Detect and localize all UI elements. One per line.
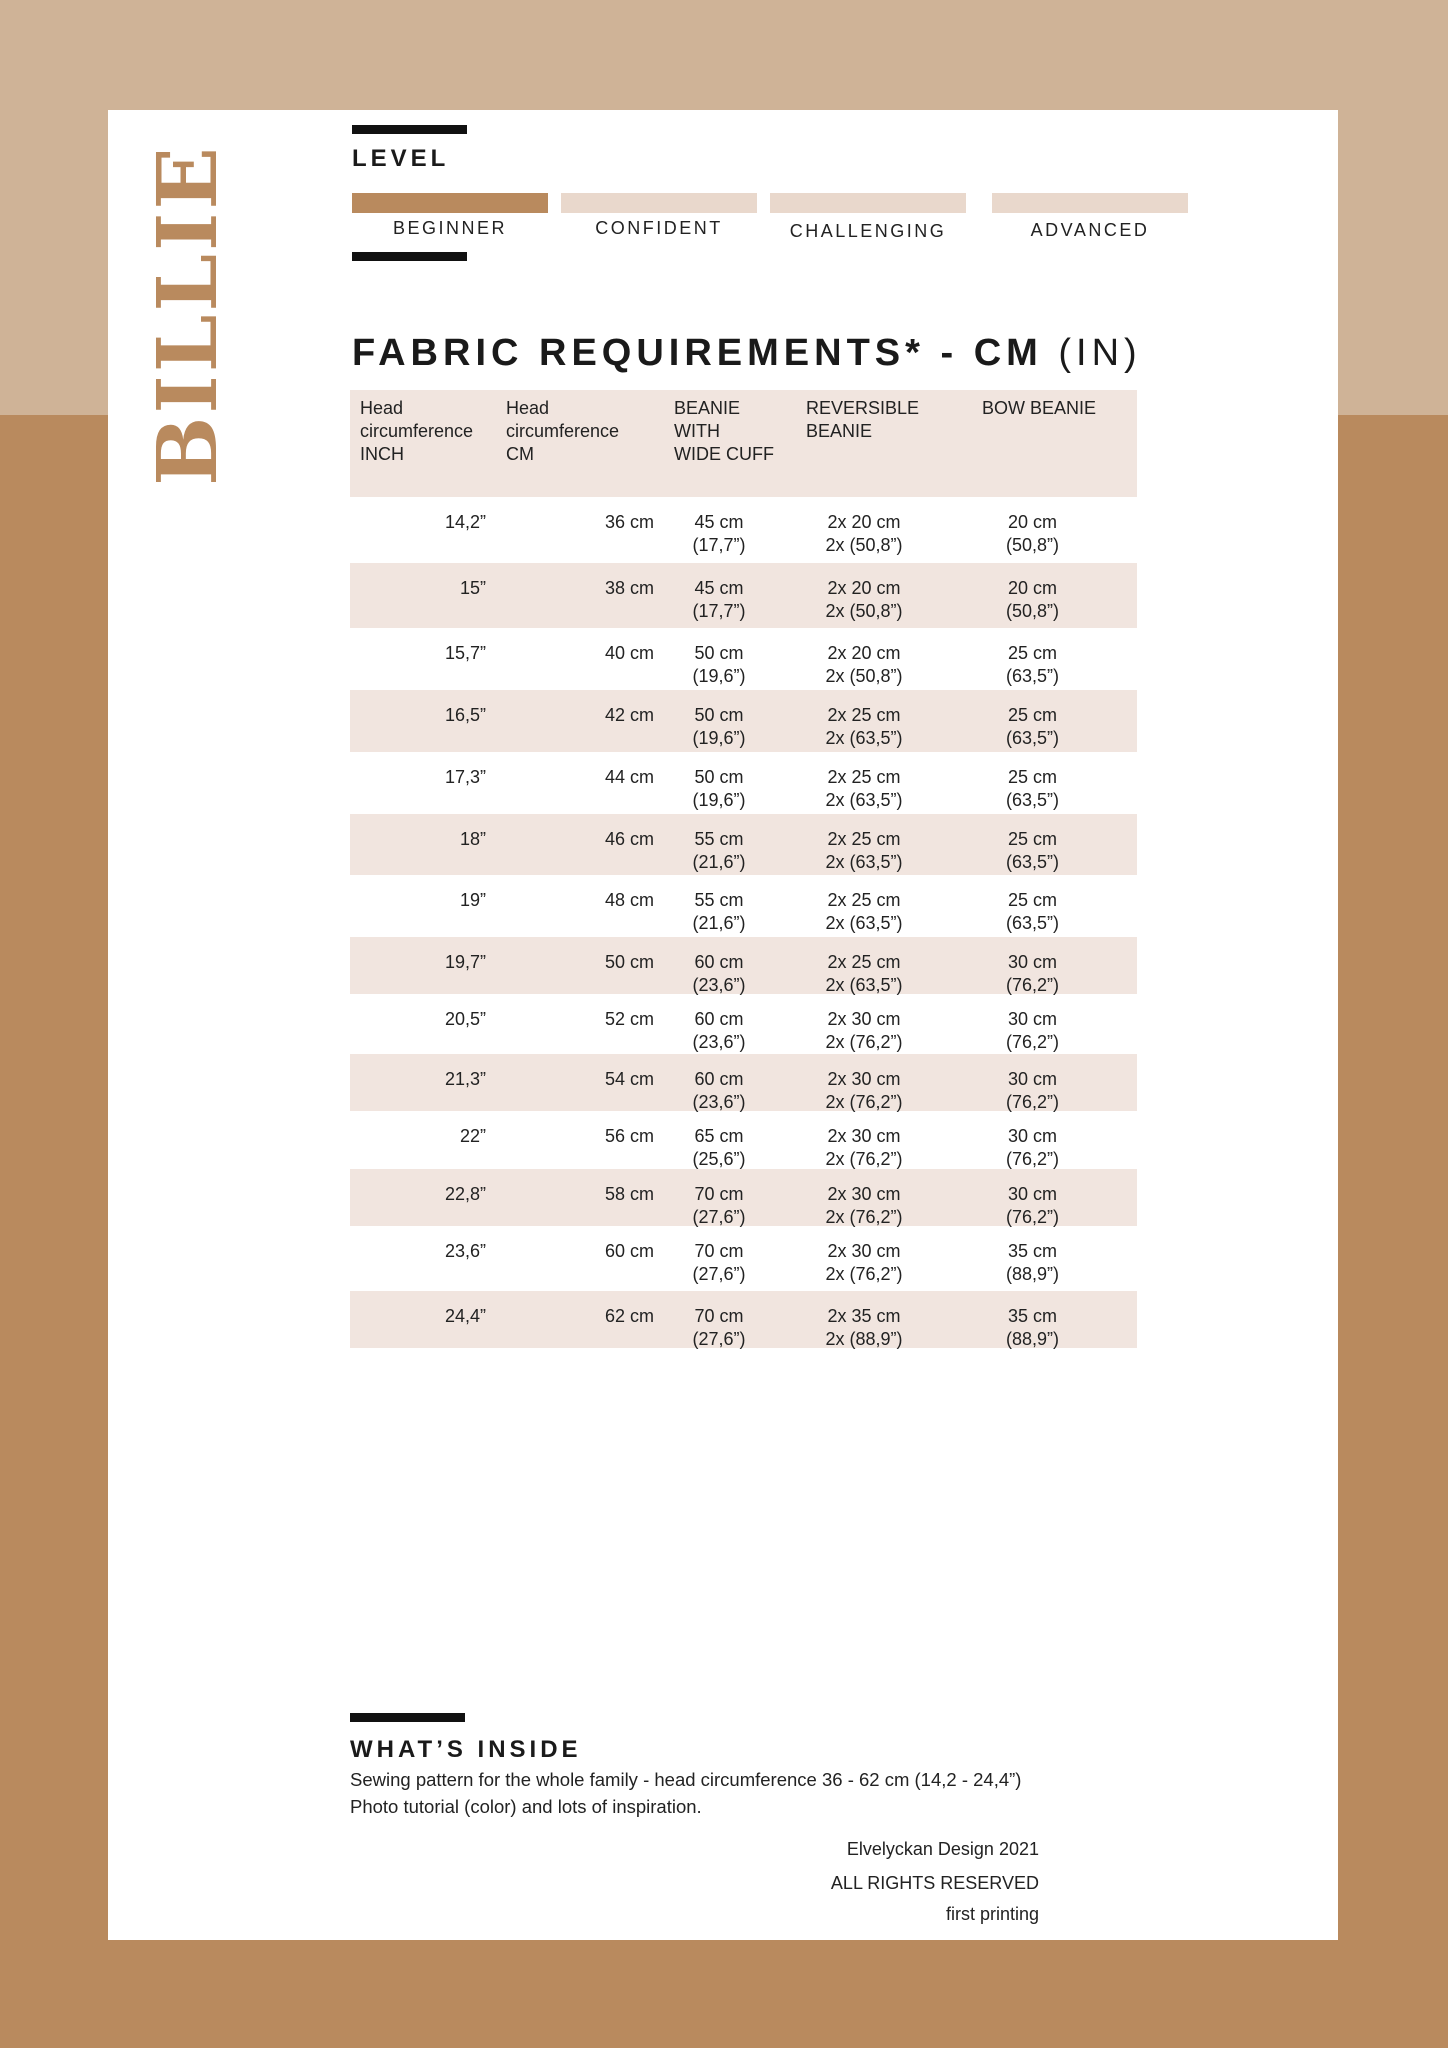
table-row xyxy=(350,690,1137,752)
cell-text: 70 cm xyxy=(694,1184,744,1204)
cell-text: 19,7” xyxy=(444,952,486,972)
cell-head-inch xyxy=(350,814,486,875)
level-swatch-selected xyxy=(352,193,548,213)
cell-head-inch xyxy=(350,752,486,814)
cell-text: 25 cm xyxy=(1007,890,1058,910)
inside-line-2: Photo tutorial (color) and lots of inspiration. xyxy=(350,1796,702,1817)
cell-head-inch xyxy=(350,1111,486,1169)
cell-head-cm xyxy=(486,563,654,628)
cell-head-cm xyxy=(486,690,654,752)
cell-bow-beanie xyxy=(944,1111,1121,1169)
cell-text: (88,9”) xyxy=(1005,1329,1059,1349)
cell-text: (21,6”) xyxy=(692,913,746,933)
cell-text: (23,6”) xyxy=(692,975,746,995)
cell-text: 62 cm xyxy=(604,1306,654,1326)
cell-text: 19” xyxy=(459,890,486,910)
cell-reversible-beanie xyxy=(784,1226,944,1291)
footer-copyright: Elvelyckan Design 2021 xyxy=(846,1839,1039,1859)
cell-text: 2x (76,2”) xyxy=(825,1032,903,1052)
cell-text: 2x (88,9”) xyxy=(825,1329,903,1349)
cell-text: (50,8”) xyxy=(1005,535,1059,555)
cell-text: (76,2”) xyxy=(1005,1207,1059,1227)
cell-head-cm xyxy=(486,752,654,814)
cell-reversible-beanie xyxy=(784,563,944,628)
cell-text: 21,3” xyxy=(444,1069,486,1089)
table-row xyxy=(350,937,1137,994)
level-label-challenging: CHALLENGING xyxy=(789,221,947,241)
cell-text: 22” xyxy=(459,1126,486,1146)
cell-bow-beanie xyxy=(944,497,1121,563)
level-label-advanced: ADVANCED xyxy=(1030,220,1150,240)
cell-beanie-wide-cuff xyxy=(654,814,784,875)
cell-head-inch xyxy=(350,994,486,1054)
inside-rule xyxy=(350,1713,465,1722)
header-reversible-beanie xyxy=(784,390,944,497)
cell-text: 60 cm xyxy=(694,1009,744,1029)
cell-beanie-wide-cuff xyxy=(654,690,784,752)
cell-reversible-beanie xyxy=(784,1111,944,1169)
header-text: INCH xyxy=(360,444,404,464)
cell-beanie-wide-cuff xyxy=(654,752,784,814)
cell-head-cm xyxy=(486,814,654,875)
cell-text: 2x (63,5”) xyxy=(825,975,903,995)
cell-text: 56 cm xyxy=(604,1126,654,1146)
cell-text: 38 cm xyxy=(604,578,654,598)
cell-text: 48 cm xyxy=(604,890,654,910)
cell-reversible-beanie xyxy=(784,1169,944,1226)
cell-text: 60 cm xyxy=(694,952,744,972)
whats-inside-heading: WHAT’S INSIDE xyxy=(350,1736,582,1763)
table-row xyxy=(350,1226,1137,1291)
table-row xyxy=(350,875,1137,937)
cell-text: 2x 20 cm xyxy=(827,512,901,532)
header-text: REVERSIBLE xyxy=(806,398,920,418)
cell-text: 46 cm xyxy=(604,829,654,849)
table-row xyxy=(350,1111,1137,1169)
cell-text: 30 cm xyxy=(1007,1009,1058,1029)
header-text: WIDE CUFF xyxy=(674,444,774,464)
cell-bow-beanie xyxy=(944,994,1121,1054)
cell-beanie-wide-cuff xyxy=(654,563,784,628)
cell-text: 50 cm xyxy=(604,952,654,972)
table-row xyxy=(350,563,1137,628)
header-text: BOW BEANIE xyxy=(982,398,1097,418)
cell-text: (76,2”) xyxy=(1005,1149,1059,1169)
cell-head-inch xyxy=(350,1054,486,1111)
cell-beanie-wide-cuff xyxy=(654,875,784,937)
level-heading: LEVEL xyxy=(352,145,450,172)
cell-text: 55 cm xyxy=(694,890,744,910)
cell-text: (21,6”) xyxy=(692,852,746,872)
cell-text: 2x (63,5”) xyxy=(825,728,903,748)
cell-text: 35 cm xyxy=(1007,1306,1058,1326)
cell-reversible-beanie xyxy=(784,690,944,752)
cell-text: (63,5”) xyxy=(1005,728,1059,748)
cell-text: 52 cm xyxy=(604,1009,654,1029)
level-option-advanced xyxy=(992,193,1188,241)
cell-beanie-wide-cuff xyxy=(654,1169,784,1226)
level-swatch xyxy=(770,193,966,213)
header-head-inch xyxy=(350,390,486,497)
cell-head-inch xyxy=(350,563,486,628)
cell-beanie-wide-cuff xyxy=(654,1291,784,1348)
table-row xyxy=(350,814,1137,875)
fabric-title-main: FABRIC REQUIREMENTS* - CM xyxy=(352,332,1043,374)
table-body xyxy=(350,497,1137,1348)
cell-text: 25 cm xyxy=(1007,829,1058,849)
cell-bow-beanie xyxy=(944,1291,1121,1348)
cell-text: 24,4” xyxy=(444,1306,486,1326)
cell-text: 2x 35 cm xyxy=(827,1306,901,1326)
cell-reversible-beanie xyxy=(784,628,944,690)
cell-text: 2x 30 cm xyxy=(827,1241,901,1261)
cell-text: 45 cm xyxy=(694,578,744,598)
cell-text: 30 cm xyxy=(1007,1184,1058,1204)
level-label-beginner: BEGINNER xyxy=(392,218,508,238)
cell-text: 44 cm xyxy=(604,767,654,787)
cell-text: 60 cm xyxy=(604,1241,654,1261)
cell-text: 2x (76,2”) xyxy=(825,1264,903,1284)
cell-head-cm xyxy=(486,875,654,937)
cell-head-cm xyxy=(486,1169,654,1226)
cell-text: (17,7”) xyxy=(692,535,746,555)
cell-text: 20 cm xyxy=(1007,512,1058,532)
cell-text: 2x (63,5”) xyxy=(825,790,903,810)
cell-head-cm xyxy=(486,1054,654,1111)
level-top-rule xyxy=(352,125,467,134)
cell-reversible-beanie xyxy=(784,497,944,563)
cell-text: 35 cm xyxy=(1007,1241,1058,1261)
cell-text: 2x (76,2”) xyxy=(825,1149,903,1169)
cell-bow-beanie xyxy=(944,1226,1121,1291)
cell-reversible-beanie xyxy=(784,875,944,937)
cell-head-inch xyxy=(350,875,486,937)
cell-bow-beanie xyxy=(944,752,1121,814)
cell-text: (76,2”) xyxy=(1005,1092,1059,1112)
cell-reversible-beanie xyxy=(784,814,944,875)
cell-text: (63,5”) xyxy=(1005,852,1059,872)
footer-rights: ALL RIGHTS RESERVED xyxy=(830,1873,1039,1893)
inside-line-1: Sewing pattern for the whole family - head circumference 36 - 62 cm (14,2 - 24,4”) xyxy=(350,1769,1022,1790)
table-row xyxy=(350,1169,1137,1226)
cell-text: (76,2”) xyxy=(1005,975,1059,995)
cell-head-inch xyxy=(350,1226,486,1291)
cell-text: (27,6”) xyxy=(692,1329,746,1349)
cell-head-cm xyxy=(486,497,654,563)
cell-beanie-wide-cuff xyxy=(654,994,784,1054)
header-text: circumference xyxy=(506,421,620,441)
cell-beanie-wide-cuff xyxy=(654,1226,784,1291)
cell-text: 40 cm xyxy=(604,643,654,663)
cell-text: 58 cm xyxy=(604,1184,654,1204)
cell-text: 2x 25 cm xyxy=(827,705,901,725)
cell-text: 42 cm xyxy=(604,705,654,725)
cell-text: (19,6”) xyxy=(692,728,746,748)
fabric-requirements-title xyxy=(352,332,1142,375)
cell-text: 14,2” xyxy=(444,512,486,532)
cell-head-cm xyxy=(486,1111,654,1169)
level-option-confident xyxy=(561,193,757,239)
cell-beanie-wide-cuff xyxy=(654,937,784,994)
cell-bow-beanie xyxy=(944,875,1121,937)
cell-text: 15,7” xyxy=(444,643,486,663)
cell-text: 30 cm xyxy=(1007,1069,1058,1089)
cell-text: 54 cm xyxy=(604,1069,654,1089)
cell-text: 2x 25 cm xyxy=(827,829,901,849)
header-head-cm xyxy=(486,390,654,497)
cell-text: 2x 30 cm xyxy=(827,1184,901,1204)
cell-text: (19,6”) xyxy=(692,666,746,686)
cell-text: 23,6” xyxy=(444,1241,486,1261)
header-text: BEANIE xyxy=(806,421,873,441)
cell-bow-beanie xyxy=(944,937,1121,994)
cell-text: 25 cm xyxy=(1007,705,1058,725)
cell-text: 2x 30 cm xyxy=(827,1069,901,1089)
fabric-title-unit: (IN) xyxy=(1058,332,1142,374)
cell-text: 2x 20 cm xyxy=(827,578,901,598)
table-header-row xyxy=(350,390,1137,497)
cell-text: 18” xyxy=(459,829,486,849)
cell-text: 2x 30 cm xyxy=(827,1126,901,1146)
table-row xyxy=(350,628,1137,690)
level-swatch xyxy=(992,193,1188,213)
cell-head-inch xyxy=(350,497,486,563)
header-text: circumference xyxy=(360,421,474,441)
table-row xyxy=(350,1291,1137,1348)
cell-text: 50 cm xyxy=(694,705,744,725)
footer-printing: first printing xyxy=(945,1904,1039,1924)
cell-text: 70 cm xyxy=(694,1306,744,1326)
cell-text: (63,5”) xyxy=(1005,913,1059,933)
cell-reversible-beanie xyxy=(784,752,944,814)
cell-text: 50 cm xyxy=(694,643,744,663)
level-option-challenging xyxy=(770,193,966,242)
cell-text: 2x (50,8”) xyxy=(825,666,903,686)
pattern-name-vertical xyxy=(140,140,236,490)
header-text: Head xyxy=(360,398,404,418)
cell-head-inch xyxy=(350,1291,486,1348)
cell-head-cm xyxy=(486,937,654,994)
cell-bow-beanie xyxy=(944,628,1121,690)
cell-text: 16,5” xyxy=(444,705,486,725)
cell-head-inch xyxy=(350,628,486,690)
cell-bow-beanie xyxy=(944,563,1121,628)
level-bottom-rule xyxy=(352,252,467,261)
cell-text: 25 cm xyxy=(1007,767,1058,787)
cell-text: 36 cm xyxy=(604,512,654,532)
cell-text: (19,6”) xyxy=(692,790,746,810)
level-label-confident: CONFIDENT xyxy=(595,218,723,238)
cell-text: 2x 30 cm xyxy=(827,1009,901,1029)
cell-text: 2x (50,8”) xyxy=(825,535,903,555)
cell-bow-beanie xyxy=(944,814,1121,875)
cell-text: 2x (76,2”) xyxy=(825,1092,903,1112)
cell-text: 50 cm xyxy=(694,767,744,787)
cell-beanie-wide-cuff xyxy=(654,497,784,563)
cell-bow-beanie xyxy=(944,690,1121,752)
cell-text: 2x 20 cm xyxy=(827,643,901,663)
cell-text: 2x (50,8”) xyxy=(825,601,903,621)
header-beanie-wide-cuff xyxy=(654,390,784,497)
cell-text: 2x 25 cm xyxy=(827,890,901,910)
cell-reversible-beanie xyxy=(784,1054,944,1111)
cell-text: 20,5” xyxy=(444,1009,486,1029)
cell-text: (27,6”) xyxy=(692,1264,746,1284)
cell-head-cm xyxy=(486,994,654,1054)
cell-text: (23,6”) xyxy=(692,1032,746,1052)
cell-text: 55 cm xyxy=(694,829,744,849)
header-text: Head xyxy=(506,398,550,418)
cell-text: (50,8”) xyxy=(1005,601,1059,621)
cell-bow-beanie xyxy=(944,1054,1121,1111)
cell-text: (23,6”) xyxy=(692,1092,746,1112)
cell-text: 2x (63,5”) xyxy=(825,913,903,933)
cell-text: 25 cm xyxy=(1007,643,1058,663)
cell-text: 15” xyxy=(459,578,486,598)
cell-text: (17,7”) xyxy=(692,601,746,621)
cell-text: 60 cm xyxy=(694,1069,744,1089)
cell-text: 30 cm xyxy=(1007,952,1058,972)
cell-beanie-wide-cuff xyxy=(654,628,784,690)
cell-beanie-wide-cuff xyxy=(654,1111,784,1169)
cell-text: (25,6”) xyxy=(692,1149,746,1169)
level-option-beginner xyxy=(352,193,548,239)
cell-bow-beanie xyxy=(944,1169,1121,1226)
cell-text: 2x 25 cm xyxy=(827,952,901,972)
table-row xyxy=(350,994,1137,1054)
header-text: CM xyxy=(506,444,534,464)
cell-text: 65 cm xyxy=(694,1126,744,1146)
cell-text: 70 cm xyxy=(694,1241,744,1261)
cell-text: 2x (76,2”) xyxy=(825,1207,903,1227)
header-text: BEANIE WITH xyxy=(674,398,741,441)
cell-beanie-wide-cuff xyxy=(654,1054,784,1111)
table-row xyxy=(350,752,1137,814)
cell-text: 45 cm xyxy=(694,512,744,532)
header-bow-beanie xyxy=(944,390,1121,497)
level-swatch xyxy=(561,193,757,213)
cell-reversible-beanie xyxy=(784,1291,944,1348)
cell-text: 2x (63,5”) xyxy=(825,852,903,872)
cell-text: 17,3” xyxy=(444,767,486,787)
cell-text: (88,9”) xyxy=(1005,1264,1059,1284)
cell-text: (76,2”) xyxy=(1005,1032,1059,1052)
cell-text: 2x 25 cm xyxy=(827,767,901,787)
cell-text: (27,6”) xyxy=(692,1207,746,1227)
cell-text: 20 cm xyxy=(1007,578,1058,598)
cell-text: 22,8” xyxy=(444,1184,486,1204)
fabric-requirements-table xyxy=(350,390,1137,1348)
cell-head-cm xyxy=(486,628,654,690)
cell-text: (63,5”) xyxy=(1005,666,1059,686)
cell-reversible-beanie xyxy=(784,994,944,1054)
cell-reversible-beanie xyxy=(784,937,944,994)
cell-head-cm xyxy=(486,1291,654,1348)
cell-head-inch xyxy=(350,690,486,752)
pattern-name: BILLIE xyxy=(140,144,236,486)
table-row xyxy=(350,1054,1137,1111)
cell-head-inch xyxy=(350,937,486,994)
table-row xyxy=(350,497,1137,563)
cell-head-cm xyxy=(486,1226,654,1291)
cell-head-inch xyxy=(350,1169,486,1226)
cell-text: (63,5”) xyxy=(1005,790,1059,810)
cell-text: 30 cm xyxy=(1007,1126,1058,1146)
